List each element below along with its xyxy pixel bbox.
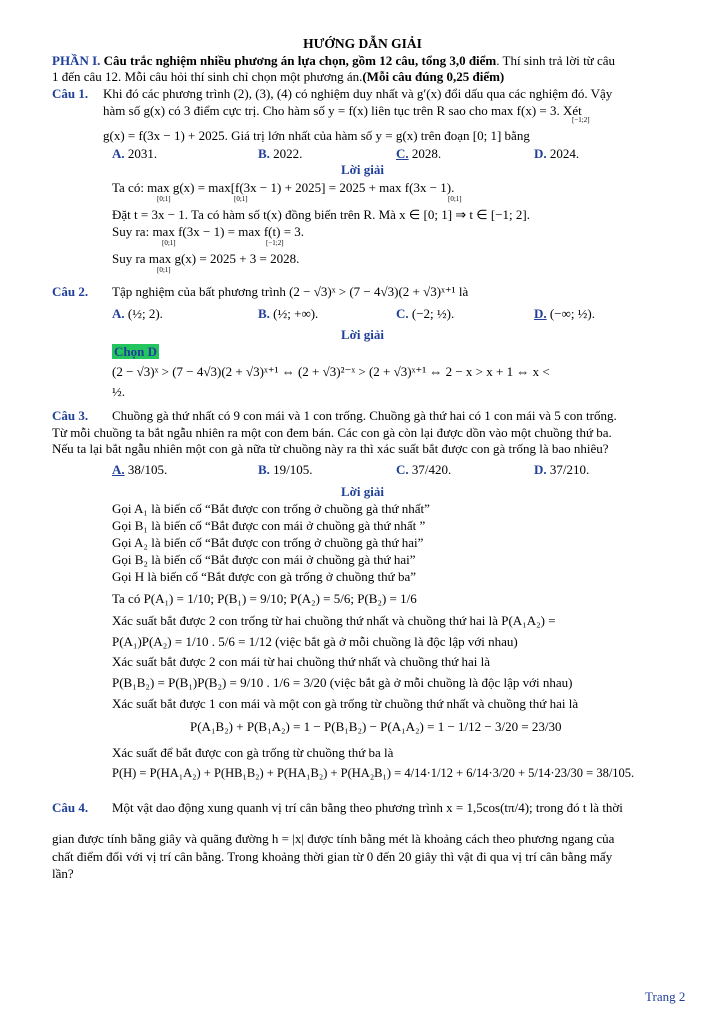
q2-chosen-highlight: Chọn D — [114, 344, 157, 359]
q1-sol-line3-sub2: [−1;2] — [266, 239, 284, 247]
q3-sol-g: Xác suất để bắt được con gà trống từ chuồng thứ ba là — [112, 745, 394, 760]
page-title: HƯỚNG DẪN GIẢI — [303, 36, 422, 51]
q3-option-b-label: B. — [258, 462, 270, 477]
q1-sol-line3: Suy ra: max f(3x − 1) = max f(t) = 3. — [112, 224, 305, 239]
q2-option-b-text: (½; +∞). — [273, 306, 319, 321]
q3-sol-f: P(A₁B₂) + P(B₁A₂) = 1 − P(B₁B₂) − P(A₁A₂) = 1 − 1/12 − 3/20 = 23/30 — [190, 719, 562, 734]
q2-option-b — [258, 306, 318, 321]
q3-event-a2: Gọi A₂ là biến cố “Bắt được con trống ở chuồng gà thứ hai” — [112, 535, 424, 550]
q1-sol-line2: Đặt t = 3x − 1. Ta có hàm số t(x) đồng biến trên R. Mà x ∈ [0; 1] ⇒ t ∈ [−1; 2]. — [112, 207, 530, 222]
part1-bold-text: Câu trắc nghiệm nhiều phương án lựa chọn, gồm 12 câu, tổng 3,0 điểm — [103, 53, 497, 68]
q1-sol-line3-sub1: [0;1] — [162, 239, 176, 247]
q3-sol-b: P(A₁)P(A₂) = 1/10 . 5/6 = 1/12 (việc bắt gà ở mỗi chuồng là độc lập với nhau) — [112, 634, 518, 649]
q2-sol-line1: (2 − √3)ˣ > (7 − 4√3)(2 + √3)ˣ⁺¹ ⇔ (2 + √3)²⁻ˣ > (2 + √3)ˣ⁺¹ ⇔ 2 − x > x + 1 ⇔ x < — [112, 364, 550, 379]
q3-event-h: Gọi H là biến cố “Bắt được con gà trống ở chuồng thứ ba” — [112, 569, 417, 584]
q2-option-a-label: A. — [112, 306, 125, 321]
q1-option-c-label: C. — [396, 146, 409, 161]
q4-line4: lần? — [52, 866, 74, 881]
q3-line1: Chuồng gà thứ nhất có 9 con mái và 1 con trống. Chuồng gà thứ hai có 1 con mái và 5 con trống. — [112, 408, 617, 423]
q3-sol-a: Xác suất bắt được 2 con trống từ hai chuồng thứ nhất và chuồng thứ hai là P(A₁A₂) = — [112, 613, 556, 628]
q2-option-c-text: (−2; ½). — [411, 306, 455, 321]
q1-option-d-text: 2024. — [549, 146, 580, 161]
q1-sol-line4: Suy ra max g(x) = 2025 + 3 = 2028. — [112, 251, 300, 266]
q3-sol-d: P(B₁B₂) = P(B₁)P(B₂) = 9/10 . 1/6 = 3/20 (việc bắt gà ở mỗi chuồng là độc lập với nhau) — [112, 675, 573, 690]
q3-sol-probs: Ta có P(A₁) = 1/10; P(B₁) = 9/10; P(A₂) = 5/6; P(B₂) = 1/6 — [112, 591, 417, 606]
q3-option-c-text: 37/420. — [411, 462, 452, 477]
q2-number: Câu 2. — [52, 284, 89, 299]
q2-solution-title: Lời giải — [341, 327, 384, 342]
q1-line1: Khi đó các phương trình (2), (3), (4) có nghiệm duy nhất và g′(x) đổi dấu qua các nghiệm đó. Vậy — [103, 86, 613, 101]
q3-event-a1: Gọi A₁ là biến cố “Bắt được con trống ở chuồng gà thứ nhất” — [112, 501, 430, 516]
q2-option-b-label: B. — [258, 306, 270, 321]
part1-rest: . Thí sinh trả lời từ câu — [496, 53, 616, 68]
q4-line2: gian được tính bằng giây và quãng đường h = |x| được tính bằng mét là khoảng cách theo phương ngang của — [52, 831, 615, 846]
q3-event-b2: Gọi B₂ là biến cố “Bắt được con mái ở chuồng gà thứ hai” — [112, 552, 416, 567]
q2-sol-line2: ½. — [112, 384, 125, 399]
q4-line3: chất điểm đối với vị trí cân bằng. Trong khoảng thời gian từ 0 đến 20 giây thì vật đi qua vị trí cân bằng mấy — [52, 849, 613, 864]
q1-sol-line1-sub3: [0;1] — [448, 195, 462, 203]
q1-option-c — [396, 146, 441, 161]
q4-line1: Một vật dao động xung quanh vị trí cân bằng theo phương trình x = 1,5cos(tπ/4); trong đó t là thời — [112, 800, 623, 815]
part1-line2-prefix: 1 đến câu 12. Mỗi câu hỏi thí sinh chỉ chọn một phương án. — [52, 69, 363, 84]
q3-option-a-text: 38/105. — [127, 462, 168, 477]
q1-sol-line1-sub1: [0;1] — [157, 195, 171, 203]
q2-option-c-label: C. — [396, 306, 409, 321]
q3-option-b — [258, 462, 313, 477]
q1-option-d — [534, 146, 579, 161]
q3-option-a — [112, 462, 167, 477]
q2-option-d-label: D. — [534, 306, 547, 321]
q1-solution-title: Lời giải — [341, 162, 384, 177]
q2-option-a-text: (½; 2). — [127, 306, 163, 321]
q1-option-b — [258, 146, 302, 161]
q1-option-a-label: A. — [112, 146, 125, 161]
q3-option-a-label: A. — [112, 462, 125, 477]
q1-line3: g(x) = f(3x − 1) + 2025. Giá trị lớn nhất của hàm số y = g(x) trên đoạn [0; 1] bằng — [103, 128, 530, 143]
part1-line1 — [52, 53, 615, 68]
q3-sol-c: Xác suất bắt được 2 con mái từ hai chuồng thứ nhất và chuồng thứ hai là — [112, 654, 491, 669]
q2-option-d-text: (−∞; ½). — [549, 306, 596, 321]
q3-line3: Nếu ta lại bắt ngẫu nhiên một con gà nữa từ chuồng này ra thì xác suất bắt được con gà trống là bao nhiêu? — [52, 441, 609, 456]
q2-line1: Tập nghiệm của bất phương trình (2 − √3)ˣ > (7 − 4√3)(2 + √3)ˣ⁺¹ là — [112, 284, 469, 299]
q3-solution-title: Lời giải — [341, 484, 384, 499]
q1-option-c-text: 2028. — [411, 146, 442, 161]
q2-chosen-answer — [112, 344, 159, 359]
q3-option-b-text: 19/105. — [273, 462, 313, 477]
q1-number: Câu 1. — [52, 86, 89, 101]
part1-line2-bold: (Mỗi câu đúng 0,25 điểm) — [362, 69, 505, 84]
q1-sol-line1-sub2: [0;1] — [234, 195, 248, 203]
q3-number: Câu 3. — [52, 408, 89, 423]
q1-option-d-label: D. — [534, 146, 547, 161]
q1-sol-line1: Ta có: max g(x) = max[f(3x − 1) + 2025] = 2025 + max f(3x − 1). — [112, 180, 455, 195]
q2-option-a — [112, 306, 163, 321]
q1-sol-line4-sub: [0;1] — [157, 266, 171, 274]
q3-option-d — [534, 462, 589, 477]
q3-line2: Từ mỗi chuồng ta bắt ngẫu nhiên ra một con đem bán. Các con gà còn lại được dồn vào một chuồng thứ ba. — [52, 425, 612, 440]
part1-label: PHẦN I. — [52, 53, 101, 68]
q1-option-a-text: 2031. — [127, 146, 158, 161]
page-number: Trang 2 — [645, 989, 686, 1004]
q1-line2: hàm số g(x) có 3 điểm cực trị. Cho hàm số y = f(x) liên tục trên R sao cho max f(x) = 3. Xét — [103, 103, 582, 118]
q2-option-d — [534, 306, 595, 321]
q3-sol-e: Xác suất bắt được 1 con mái và một con gà trống từ chuồng thứ nhất và chuồng thứ hai là — [112, 696, 579, 711]
q3-option-d-text: 37/210. — [549, 462, 590, 477]
part1-line2 — [52, 69, 504, 84]
q1-option-b-label: B. — [258, 146, 270, 161]
q3-option-c-label: C. — [396, 462, 409, 477]
q3-option-c — [396, 462, 451, 477]
q3-sol-h: P(H) = P(HA₁A₂) + P(HB₁B₂) + P(HA₁B₂) + P(HA₂B₁) = 4/14·1/12 + 6/14·3/20 + 5/14·23/30 = 38/105. — [112, 766, 635, 780]
q4-number: Câu 4. — [52, 800, 89, 815]
q3-event-b1: Gọi B₁ là biến cố “Bắt được con mái ở chuồng gà thứ nhất ” — [112, 518, 426, 533]
q2-option-c — [396, 306, 454, 321]
q3-option-d-label: D. — [534, 462, 547, 477]
q1-line2-sub: [−1;2] — [572, 116, 590, 124]
q1-option-a — [112, 146, 157, 161]
q1-option-b-text: 2022. — [273, 146, 303, 161]
